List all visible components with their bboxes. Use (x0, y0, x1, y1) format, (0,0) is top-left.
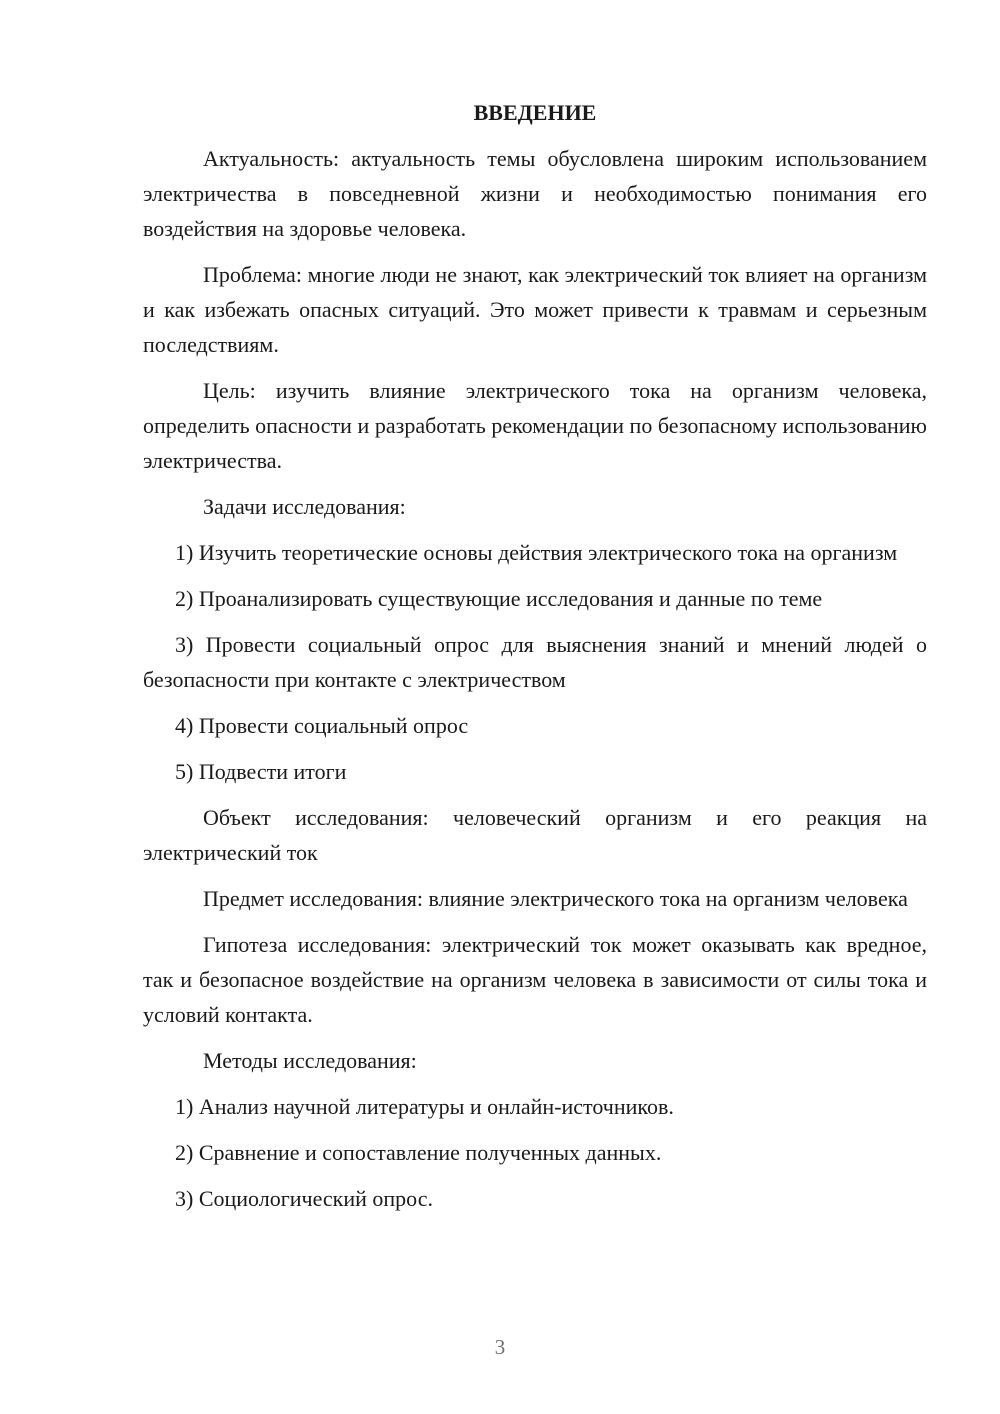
task-item-5: 5) Подвести итоги (175, 759, 347, 784)
task-item-1: 1) Изучить теоретические основы действия электрического тока на организм (175, 540, 898, 565)
tasks-heading: Задачи исследования: (203, 494, 406, 519)
methods-heading: Методы исследования: (203, 1048, 417, 1073)
task-item-2: 2) Проанализировать существующие исследования и данные по теме (175, 586, 823, 611)
task-item-3: 3) Провести социальный опрос для выяснения знаний и мнений людей о безопасности при контакте с электричеством (143, 632, 927, 692)
relevance-paragraph: Актуальность: актуальность темы обусловлена широким использованием электричества в повседневной жизни и необходимостью понимания его воздействия на здоровье человека. (143, 146, 927, 241)
document-body (143, 95, 927, 1227)
object-paragraph: Объект исследования: человеческий организм и его реакция на электрический ток (143, 805, 927, 865)
page-number: 3 (494, 1335, 506, 1359)
method-item-3: 3) Социологический опрос. (175, 1186, 433, 1211)
subject-paragraph: Предмет исследования: влияние электрического тока на организм человека (203, 886, 908, 911)
method-item-2: 2) Сравнение и сопоставление полученных данных. (175, 1140, 662, 1165)
problem-paragraph: Проблема: многие люди не знают, как электрический ток влияет на организм и как избежать опасных ситуаций. Это может привести к травмам и серьезным последствиям. (143, 262, 927, 357)
goal-paragraph: Цель: изучить влияние электрического тока на организм человека, определить опасности и разработать рекомендации по безопасному использованию электричества. (143, 378, 927, 473)
method-item-1: 1) Анализ научной литературы и онлайн-источников. (175, 1094, 674, 1119)
hypothesis-paragraph: Гипотеза исследования: электрический ток может оказывать как вредное, так и безопасное воздействие на организм человека в зависимости от силы тока и условий контакта. (143, 932, 927, 1027)
task-item-4: 4) Провести социальный опрос (175, 713, 469, 738)
document-title: ВВЕДЕНИЕ (473, 100, 597, 125)
